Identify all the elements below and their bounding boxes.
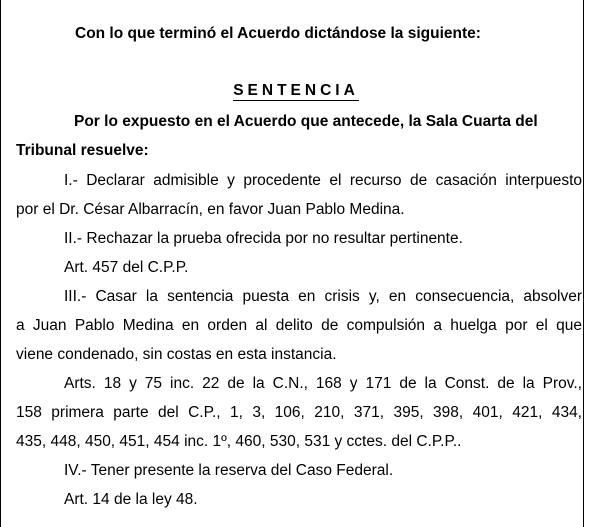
left-margin-rule — [0, 0, 1, 527]
resolution-line-1: Por lo expuesto en el Acuerdo que antecede, la Sala Cuarta del — [74, 113, 538, 130]
resolution-line-2: Tribunal resuelve: — [16, 142, 149, 159]
item-1-line-1: I.- Declarar admisible y procedente el recurso de casación interpuesto — [64, 172, 582, 189]
item-3-reference-line-2: 158 primera parte del C.P., 1, 3, 106, 210, 371, 395, 398, 401, 421, 434, — [16, 404, 582, 421]
item-3-line-1: III.- Casar la sentencia puesta en crisis y, en consecuencia, absolver — [64, 288, 582, 305]
sentence-heading-text: SENTENCIA — [233, 82, 359, 99]
item-4-reference: Art. 14 de la ley 48. — [64, 491, 198, 508]
item-3-reference-line-3: 435, 448, 450, 451, 454 inc. 1º, 460, 530, 531 y cctes. del C.P.P.. — [16, 433, 462, 450]
item-2-reference: Art. 457 del C.P.P. — [64, 259, 189, 276]
item-3-reference-line-1: Arts. 18 y 75 inc. 22 de la C.N., 168 y 171 de la Const. de la Prov., — [64, 375, 582, 392]
item-1-line-2: por el Dr. César Albarracín, en favor Juan Pablo Medina. — [16, 201, 405, 218]
item-3-line-3: viene condenado, sin costas en esta instancia. — [16, 346, 337, 363]
item-4-line: IV.- Tener presente la reserva del Caso Federal. — [64, 462, 394, 479]
right-margin-rule — [583, 0, 584, 527]
sentence-heading — [0, 81, 596, 101]
intro-line: Con lo que terminó el Acuerdo dictándose la siguiente: — [75, 25, 481, 42]
item-2-line: II.- Rechazar la prueba ofrecida por no resultar pertinente. — [64, 230, 463, 247]
item-3-line-2: a Juan Pablo Medina en orden al delito de compulsión a huelga por el que — [16, 317, 582, 334]
